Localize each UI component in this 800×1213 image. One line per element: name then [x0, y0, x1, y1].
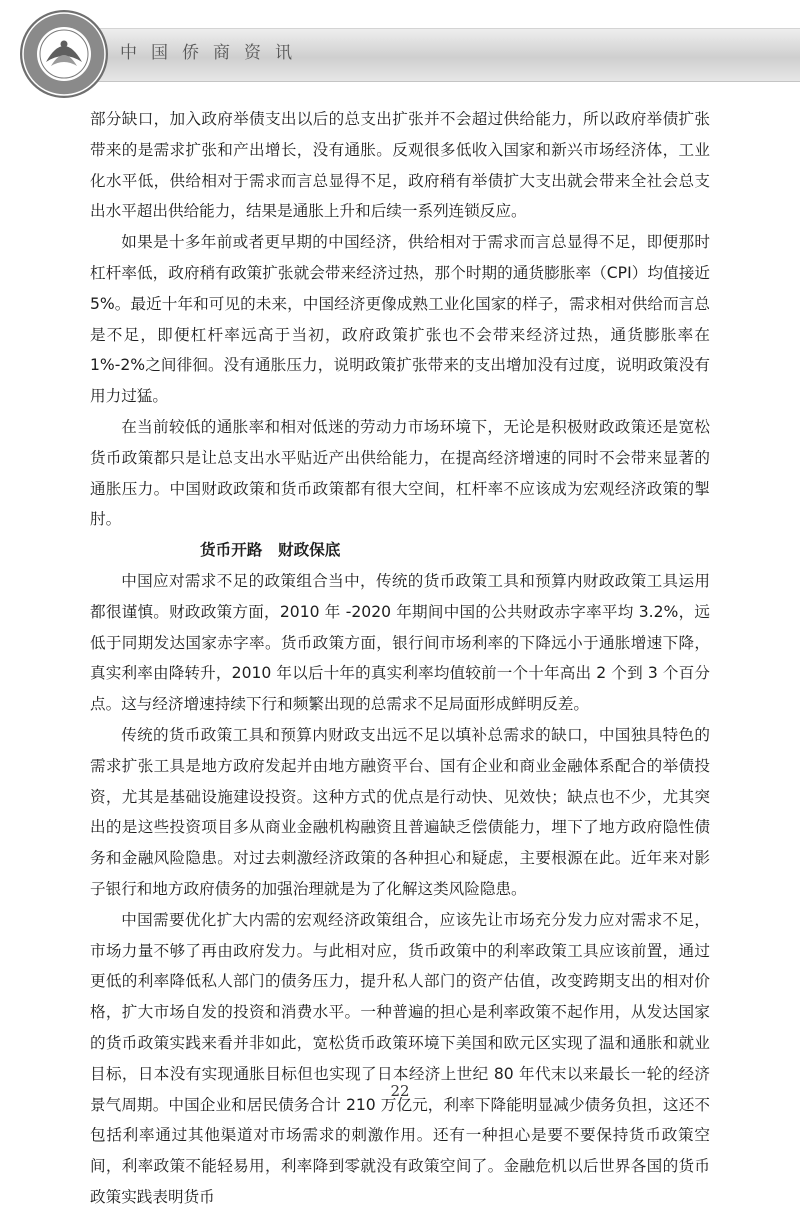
paragraph: 如果是十多年前或者更早期的中国经济，供给相对于需求而言总显得不足，即便那时杠杆率低，政府稍有政策扩张就会带来经济过热，那个时期的通货膨胀率（CPI）均值接近5%。最近十年和可见的未来，中国经济更像成熟工业化国家的样子，需求相对供给而言总是不足，即便杠杆率远高于当初，政府政策扩张也不会带来经济过热，通货膨胀率在 1%-2%之间徘徊。没有通胀压力，说明政策扩张带来的支出增加没有过度，说明政策没有用力过猛。	[90, 233, 710, 406]
article-body	[90, 104, 710, 1213]
paragraph: 在当前较低的通胀率和相对低迷的劳动力市场环境下，无论是积极财政政策还是宽松货币政策都只是让总支出水平贴近产出供给能力，在提高经济增速的同时不会带来显著的通胀压力。中国财政政策和货币政策都有很大空间，杠杆率不应该成为宏观经济政策的掣肘。	[90, 417, 710, 529]
paragraph: 传统的货币政策工具和预算内财政支出远不足以填补总需求的缺口，中国独具特色的需求扩张工具是地方政府发起并由地方融资平台、国有企业和商业金融体系配合的举债投资，尤其是基础设施建设投资。这种方式的优点是行动快、见效快；缺点也不少，尤其突出的是这些投资项目多从商业金融机构融资且普遍缺乏偿债能力，埋下了地方政府隐性债务和金融风险隐患。对过去刺激经济政策的各种担心和疑虑，主要根源在此。近年来对影子银行和地方政府债务的加强治理就是为了化解这类风险隐患。	[90, 725, 710, 898]
paragraph: 部分缺口，加入政府举债支出以后的总支出扩张并不会超过供给能力，所以政府举债扩张带来的是需求扩张和产出增长，没有通胀。反观很多低收入国家和新兴市场经济体，工业化水平低，供给相对于需求而言总显得不足，政府稍有举债扩大支出就会带来全社会总支出水平超出供给能力，结果是通胀上升和后续一系列连锁反应。	[90, 110, 710, 221]
page-number: 22	[390, 1082, 410, 1100]
header-title: 中国侨商资讯	[120, 43, 306, 63]
paragraph: 中国需要优化扩大内需的宏观经济政策组合，应该先让市场充分发力应对需求不足，市场力量不够了再由政府发力。与此相对应，货币政策中的利率政策工具应该前置，通过更低的利率降低私人部门的债务压力，提升私人部门的资产估值，改变跨期支出的相对价格，扩大市场自发的投资和消费水平。一种普遍的担心是利率政策不起作用，从发达国家的货币政策实践来看并非如此，宽松货币政策环境下美国和欧元区实现了温和通胀和就业目标，日本没有实现通胀目标但也实现了日本经济上世纪 80 年代末以来最长一轮的经济景气周期。中国企业和居民债务合计 210 万亿元，利率下降能明显减少债务负担，这还不包括利率通过其他渠道对市场需求的刺激作用。还有一种担心是要不要保持货币政策空间，利率政策不能轻易用，利率降到零就没有政策空间了。金融危机以后世界各国的货币政策实践表明货币	[90, 910, 710, 1206]
section-heading: 货币开路 财政保底	[200, 541, 341, 560]
logo-emblem-icon	[18, 8, 110, 100]
paragraph: 中国应对需求不足的政策组合当中，传统的货币政策工具和预算内财政政策工具运用都很谨慎。财政政策方面，2010 年 -2020 年期间中国的公共财政赤字率平均 3.2%，远低于同期发达国家赤字率。货币政策方面，银行间市场利率的下降远小于通胀增速下降，真实利率由降转升，2010 年以后十年的真实利率均值较前一个十年高出 2 个到 3 个百分点。这与经济增速持续下行和频繁出现的总需求不足局面形成鲜明反差。	[90, 571, 710, 714]
